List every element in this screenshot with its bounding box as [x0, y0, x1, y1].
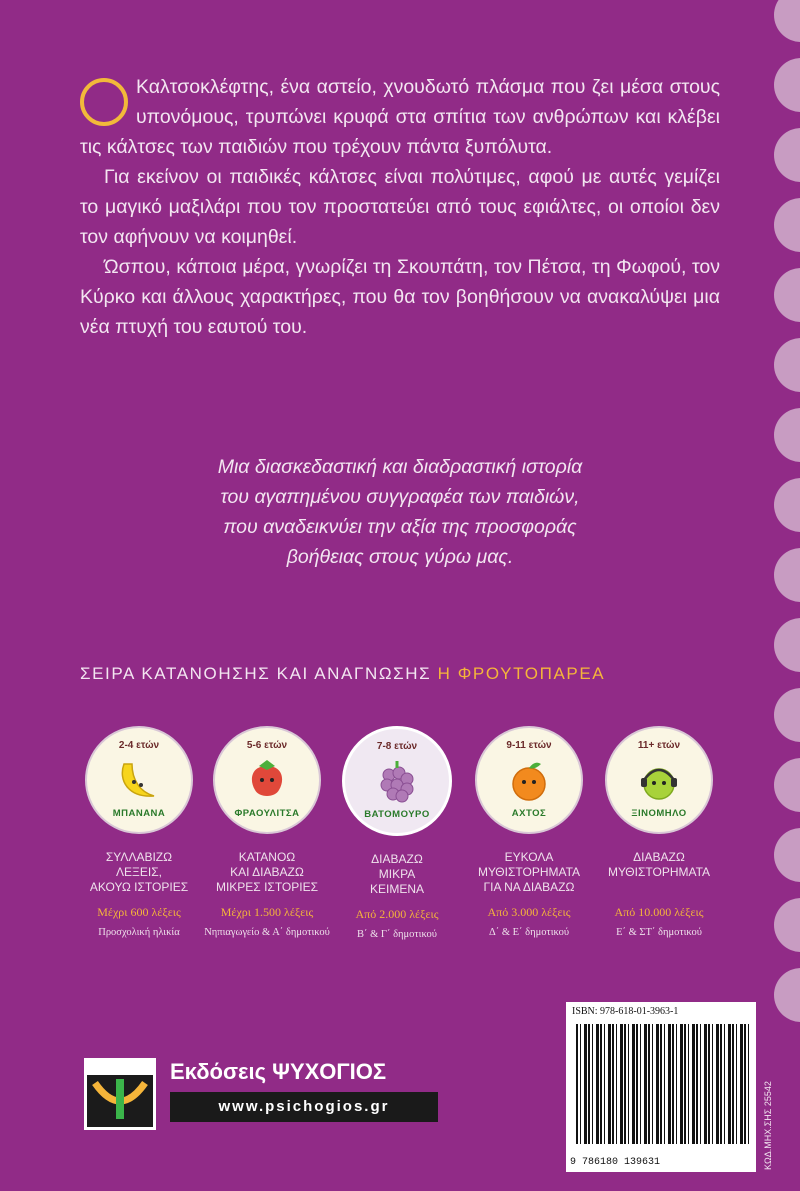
edge-decoration — [774, 828, 800, 882]
badge-age: 2-4 ετών — [118, 740, 160, 751]
orange-icon — [507, 758, 551, 804]
badge-name: ΒΑΤΟΜΟΥΡΟ — [364, 809, 430, 820]
badge-name: ΜΠΑΝΑΝΑ — [112, 808, 166, 819]
strawberry-icon — [245, 758, 289, 804]
word-count: Από 2.000 λέξεις — [355, 907, 439, 921]
edge-decoration — [774, 478, 800, 532]
edge-decoration — [774, 688, 800, 742]
edge-decoration — [774, 408, 800, 462]
level-description — [192, 850, 342, 895]
word-count: Από 10.000 λέξεις — [614, 905, 704, 919]
level-line: ΑΚΟΥΩ ΙΣΤΟΡΙΕΣ — [89, 880, 189, 894]
level-line: ΕΥΚΟΛΑ — [504, 850, 554, 864]
edge-decoration — [774, 0, 800, 42]
level-line: ΣΥΛΛΑΒΙΖΩ — [105, 850, 173, 864]
series-name: Η ΦΡΟΥΤΟΠΑΡΕΑ — [437, 664, 606, 683]
isbn-text: ISBN: 978-618-01-3963-1 — [572, 1006, 679, 1017]
badge-name: ΞΙΝΟΜΗΛΟ — [631, 808, 687, 819]
barcode-digits: 9 786180 139631 — [570, 1157, 752, 1168]
synopsis-paragraph-2: Για εκείνον οι παιδικές κάλτσες είναι πολύτιμες, αφού με αυτές γεμίζει το μαγικό μαξιλάρι που τον προστατεύει από τους εφιάλτες, οι οποίοι δεν τον αφήνουν να κοιμηθεί. — [80, 166, 720, 248]
edge-decoration — [774, 898, 800, 952]
banana-icon — [114, 758, 164, 802]
level-line: ΜΥΘΙΣΤΟΡΗΜΑΤΑ — [607, 865, 711, 879]
badge-age: 9-11 ετών — [506, 740, 552, 751]
grade-level: Προσχολική ηλικία — [98, 927, 180, 938]
publisher-name: Εκδόσεις ΨΥΧΟΓΙΟΣ — [170, 1059, 387, 1084]
level-line: ΔΙΑΒΑΖΩ — [633, 850, 685, 864]
grade-level: Ε΄ & ΣΤ΄ δημοτικού — [616, 927, 702, 938]
level-line: ΚΑΤΑΝΟΩ — [238, 850, 296, 864]
tagline-line: βοήθειας στους γύρω μας. — [286, 546, 514, 568]
edge-decoration — [774, 338, 800, 392]
tagline-line: Μια διασκεδαστική και διαδραστική ιστορία — [217, 456, 583, 478]
word-count: Από 3.000 λέξεις — [487, 905, 571, 919]
level-line: ΓΙΑ ΝΑ ΔΙΑΒΑΖΩ — [483, 880, 575, 894]
level-line: ΜΙΚΡΕΣ ΙΣΤΟΡΙΕΣ — [215, 880, 319, 894]
dropcap-letter-o — [80, 78, 128, 126]
badge-age: 5-6 ετών — [246, 740, 288, 751]
edge-decoration — [774, 758, 800, 812]
series-label: ΣΕΙΡΑ ΚΑΤΑΝΟΗΣΗΣ ΚΑΙ ΑΝΑΓΝΩΣΗΣ — [80, 664, 432, 683]
level-sour-apple — [584, 726, 734, 938]
level-orange — [454, 726, 604, 938]
blackberry-badge — [342, 726, 452, 836]
level-line: ΜΥΘΙΣΤΟΡΗΜΑΤΑ — [477, 865, 581, 879]
grade-level: Νηπιαγωγείο & Α΄ δημοτικού — [204, 927, 330, 938]
word-count: Μέχρι 600 λέξεις — [97, 905, 181, 919]
strawberry-badge — [213, 726, 321, 834]
series-heading — [80, 664, 740, 684]
level-description — [454, 850, 604, 895]
product-code: ΚΩΔ.ΜΗΧ.ΣΗΣ 25542 — [763, 1081, 773, 1170]
publisher-logo-graphic — [87, 1061, 153, 1127]
tagline — [120, 452, 680, 572]
badge-name: ΑΧΤΟΣ — [511, 808, 547, 819]
edge-decoration — [774, 618, 800, 672]
level-blackberry — [322, 726, 472, 940]
level-line: ΛΕΞΕΙΣ, — [116, 865, 162, 879]
sour-apple-badge — [605, 726, 713, 834]
level-line: ΚΕΙΜΕΝΑ — [369, 882, 424, 896]
barcode — [566, 1002, 756, 1172]
grade-level: Β΄ & Γ΄ δημοτικού — [357, 929, 437, 940]
synopsis-paragraph-1: Καλτσοκλέφτης, ένα αστείο, χνουδωτό πλάσμα που ζει μέσα στους υπονόμους, τρυπώνει κρυφά στα σπίτια των ανθρώπων και κλέβει τις κάλτσες των παιδιών που τρέχουν πάντα ξυπόλυτα. — [80, 76, 720, 158]
barcode-bars — [576, 1024, 750, 1144]
badge-name: ΦΡΑΟΥΛΙΤΣΑ — [234, 808, 300, 819]
publisher-url: www.psichogios.gr — [170, 1092, 438, 1122]
edge-decoration — [774, 268, 800, 322]
tagline-line: του αγαπημένου συγγραφέα των παιδιών, — [220, 486, 580, 508]
badge-age: 11+ ετών — [637, 740, 681, 751]
word-count: Μέχρι 1.500 λέξεις — [220, 905, 314, 919]
edge-decoration — [774, 128, 800, 182]
level-description — [322, 852, 472, 897]
orange-badge — [475, 726, 583, 834]
banana-badge — [85, 726, 193, 834]
synopsis-paragraph-3: Ώσπου, κάποια μέρα, γνωρίζει τη Σκουπάτη, τον Πέτσα, τη Φωφού, τον Κύρκο και άλλους χαρακτήρες, που θα τον βοηθήσουν να ανακαλύψει μια νέα πτυχή του εαυτού του. — [80, 256, 720, 338]
tagline-line: που αναδεικνύει την αξία της προσφοράς — [223, 516, 577, 538]
edge-decoration — [774, 548, 800, 602]
level-line: ΔΙΑΒΑΖΩ — [371, 852, 423, 866]
edge-decoration — [774, 968, 800, 1022]
edge-decoration — [774, 198, 800, 252]
edge-decoration — [774, 58, 800, 112]
level-description — [584, 850, 734, 895]
publisher-logo — [84, 1058, 156, 1130]
level-strawberry — [192, 726, 342, 938]
blackberry-icon — [375, 759, 419, 805]
synopsis — [80, 72, 720, 342]
level-line: ΚΑΙ ΔΙΑΒΑΖΩ — [230, 865, 304, 879]
green-apple-icon — [636, 758, 682, 804]
level-line: ΜΙΚΡΑ — [378, 867, 416, 881]
badge-age: 7-8 ετών — [376, 741, 418, 752]
grade-level: Δ΄ & Ε΄ δημοτικού — [488, 927, 570, 938]
